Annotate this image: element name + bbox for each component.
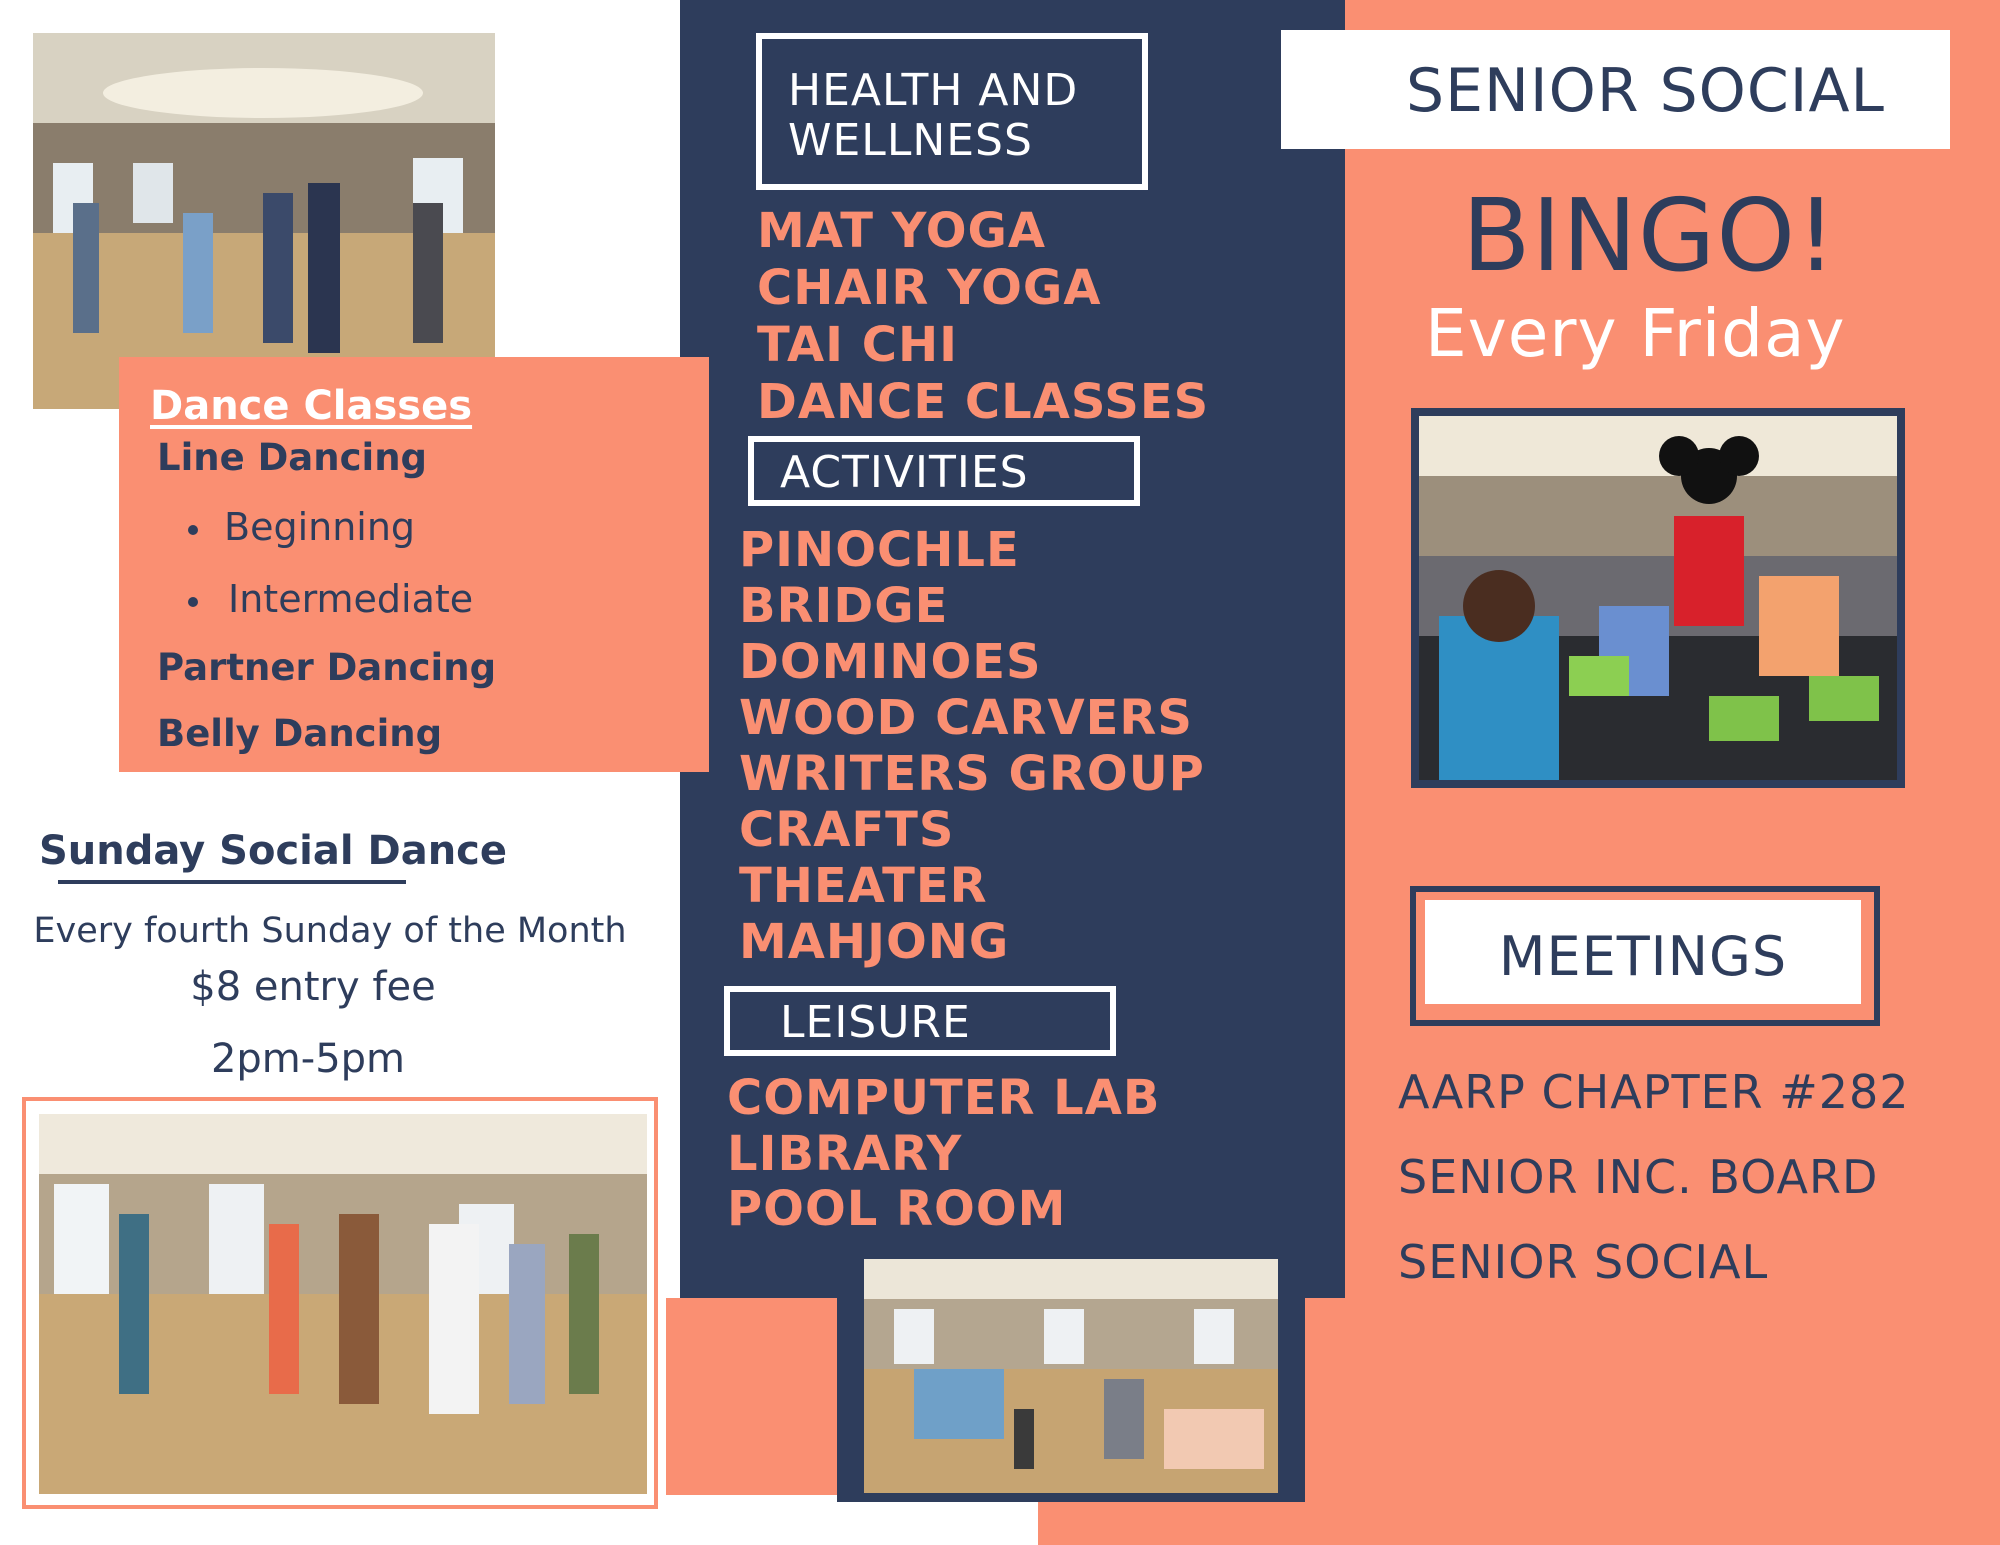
activity-item: THEATER <box>739 858 988 914</box>
line-dancing-label: Line Dancing <box>157 436 428 479</box>
activity-item: CRAFTS <box>739 802 955 858</box>
bingo-schedule: Every Friday <box>1425 295 1846 372</box>
leisure-item: LIBRARY <box>727 1126 963 1182</box>
bullet-icon <box>188 597 198 607</box>
salmon-accent-block <box>666 1298 846 1495</box>
title-underline <box>58 880 406 884</box>
senior-social-title: SENIOR SOCIAL <box>1406 56 1885 126</box>
health-wellness-title <box>788 66 1078 166</box>
health-item: DANCE CLASSES <box>757 374 1210 430</box>
line-dance-photo <box>39 1114 647 1494</box>
health-title-line2: WELLNESS <box>788 115 1033 166</box>
sunday-schedule: Every fourth Sunday of the Month <box>33 911 627 951</box>
health-item: TAI CHI <box>757 317 958 373</box>
activity-item: DOMINOES <box>739 634 1042 690</box>
activity-item: BRIDGE <box>739 578 949 634</box>
level-beginning <box>188 505 415 549</box>
leisure-title: LEISURE <box>780 997 971 1048</box>
meeting-item: AARP CHAPTER #282 <box>1398 1065 1910 1119</box>
partner-dancing-label: Partner Dancing <box>157 646 497 689</box>
health-item: MAT YOGA <box>757 203 1047 259</box>
health-item: CHAIR YOGA <box>757 260 1102 316</box>
meetings-title: MEETINGS <box>1498 925 1788 988</box>
level-intermediate-label: Intermediate <box>228 577 474 621</box>
bingo-title: BINGO! <box>1462 177 1838 294</box>
activity-item: WOOD CARVERS <box>739 690 1193 746</box>
dance-classes-title: Dance Classes <box>150 383 473 429</box>
sunday-time: 2pm-5pm <box>210 1036 406 1082</box>
level-beginning-label: Beginning <box>224 505 416 549</box>
meeting-item: SENIOR INC. BOARD <box>1398 1150 1879 1204</box>
bingo-photo <box>1419 416 1897 780</box>
level-intermediate <box>188 577 473 621</box>
leisure-item: POOL ROOM <box>727 1181 1067 1237</box>
activity-item: PINOCHLE <box>739 522 1020 578</box>
dance-hall-photo <box>33 33 495 409</box>
leisure-item: COMPUTER LAB <box>727 1070 1161 1126</box>
belly-dancing-label: Belly Dancing <box>157 712 443 755</box>
bullet-icon <box>188 525 198 535</box>
sunday-social-dance-title: Sunday Social Dance <box>39 828 508 874</box>
sunday-entry-fee: $8 entry fee <box>190 964 436 1010</box>
activity-item: MAHJONG <box>739 914 1010 970</box>
exercise-class-photo <box>864 1259 1278 1493</box>
activity-item: WRITERS GROUP <box>739 746 1205 802</box>
activities-title: ACTIVITIES <box>780 447 1029 498</box>
health-title-line1: HEALTH AND <box>788 65 1079 116</box>
meeting-item: SENIOR SOCIAL <box>1398 1235 1769 1289</box>
